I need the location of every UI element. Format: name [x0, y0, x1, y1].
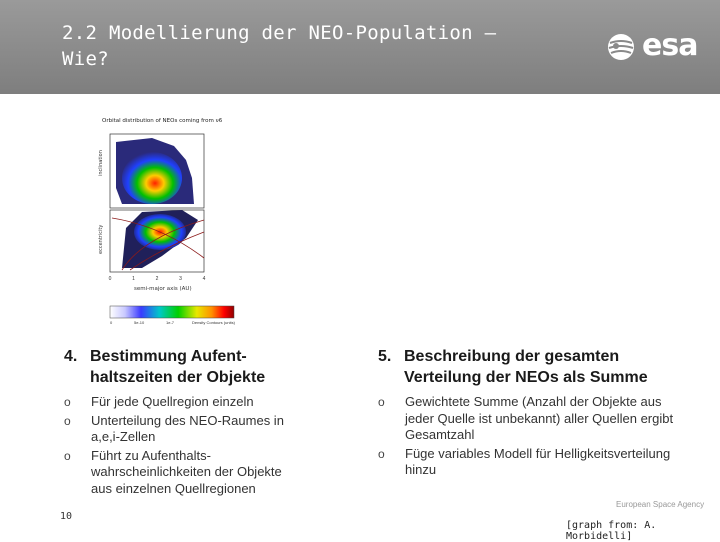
left-heading-text: Bestimmung Aufent-haltszeiten der Objekte [90, 348, 266, 386]
xtick: 2 [155, 276, 159, 282]
xtick: 4 [202, 276, 206, 282]
ylabel-eccentricity: eccentricity [98, 224, 104, 254]
esa-logo-text: esa [642, 28, 698, 63]
orbital-distribution-figure [82, 108, 258, 334]
bullet-text: Für jede Quellregion einzeln [91, 394, 254, 409]
right-heading-number: 5. [378, 348, 392, 365]
esa-globe-icon [604, 30, 640, 64]
bullet-marker: o [378, 395, 385, 409]
xlabel: semi-major axis (AU) [134, 286, 192, 292]
figure-caption: Orbital distribution of NEOs coming from ν6 [102, 118, 223, 124]
bullet-text: Führt zu Aufenthalts-wahrscheinlichkeiten der Objekte aus einzelnen Quellregionen [91, 447, 282, 496]
graph-credit: [graph from: A. Morbidelli] [566, 520, 657, 542]
ylabel-inclination: inclination [98, 150, 104, 176]
colorbar-label: Density Contours (units) [192, 320, 235, 325]
list-item [64, 413, 296, 446]
colorbar-label: 0 [110, 320, 113, 325]
bullet-text: Unterteilung des NEO-Raumes in a,e,i-Zellen [91, 412, 284, 444]
xtick: 0 [108, 276, 112, 282]
bullet-marker: o [378, 446, 385, 461]
left-column [64, 346, 296, 499]
colorbar-label: 1e-7 [166, 320, 175, 325]
bullet-marker: o [64, 395, 71, 409]
colorbar-label: 5e-10 [134, 320, 145, 325]
xtick: 3 [179, 276, 182, 282]
left-bullet-list [64, 394, 296, 497]
list-item [64, 394, 296, 411]
slide-title: 2.2 Modellierung der NEO-Population – Wie? [62, 22, 497, 70]
bullet-marker: o [64, 413, 71, 428]
bullet-text: Füge variables Modell für Helligkeitsverteilung hinzu [405, 445, 671, 477]
left-heading [64, 346, 296, 388]
bullet-marker: o [64, 448, 71, 463]
right-bullet-list [378, 394, 678, 479]
list-item [378, 446, 678, 479]
colorbar [110, 306, 234, 318]
bullet-text: Gewichtete Summe (Anzahl der Objekte aus jeder Quelle ist unbekannt) aller Quellen ergibt Gesamtzahl [405, 394, 674, 442]
list-item [64, 448, 296, 498]
right-column [378, 346, 678, 481]
slide-header [0, 0, 720, 94]
page-number: 10 [60, 511, 73, 522]
left-heading-number: 4. [64, 348, 78, 365]
list-item [378, 394, 678, 444]
inclination-density-core [122, 152, 182, 204]
agency-watermark: European Space Agency [616, 500, 705, 509]
orbital-distribution-plot [82, 108, 258, 334]
right-heading-text: Beschreibung der gesamten Verteilung der NEOs als Summe [404, 348, 648, 386]
xtick: 1 [132, 276, 135, 282]
right-heading [378, 346, 678, 388]
esa-logo [604, 30, 708, 64]
